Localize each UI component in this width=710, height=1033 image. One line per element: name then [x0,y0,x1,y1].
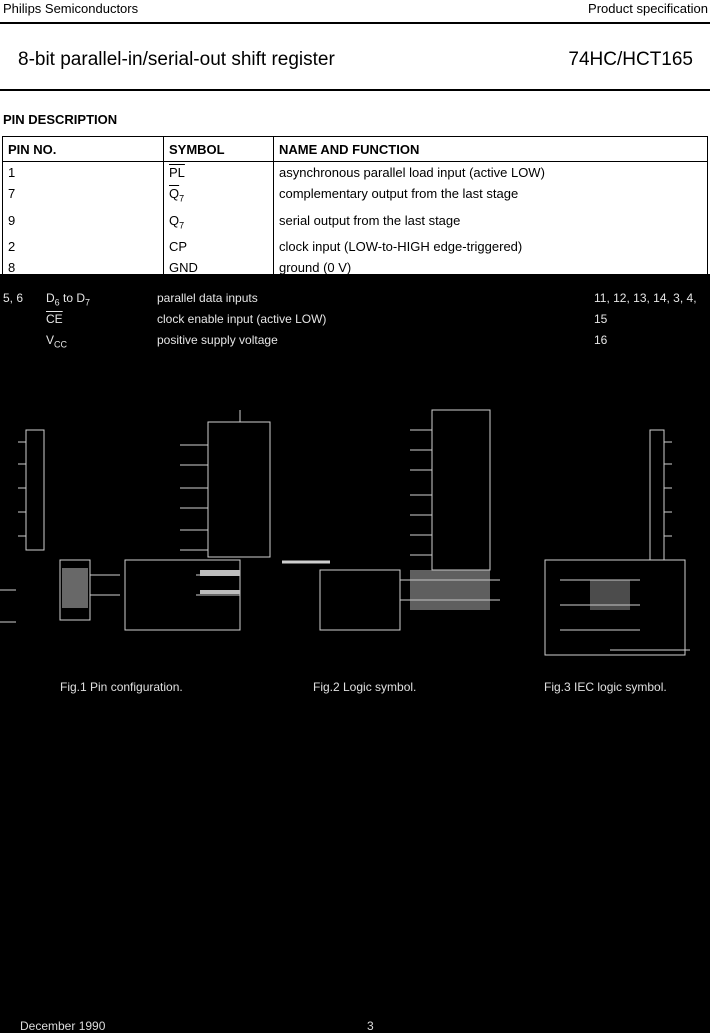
pin-description-table [2,136,708,278]
figure-2-caption: Fig.2 Logic symbol. [313,680,417,694]
pin-function: serial output from the last stage [274,210,708,237]
document-top-section [0,0,710,274]
table-row [3,236,708,257]
symbol-subscript: 7 [85,297,91,308]
document-title: 8-bit parallel-in/serial-out shift register [18,49,335,70]
table-header-row [3,137,708,162]
pin-symbol [46,312,63,326]
pin-symbol: GND [164,257,274,278]
pin-function: parallel data inputs [157,291,258,305]
symbol-text: $\overline{CE}$ [46,312,63,326]
pin-extra: 11, 12, 13, 14, 3, 4, [594,291,697,305]
pin-symbol: CP [164,236,274,257]
figure-1-caption: Fig.1 Pin configuration. [60,680,183,694]
pin-function: complementary output from the last stage [274,183,708,210]
symbol-text: D [46,291,55,305]
footer-page-number: 3 [367,1019,374,1033]
pin-function: asynchronous parallel load input (active LOW) [274,162,708,184]
pin-symbol [164,183,274,210]
symbol-text: Q [169,212,180,228]
pin-extra: 15 [594,312,608,326]
pin-number: 9 [3,210,164,237]
symbol-subscript: 7 [179,193,185,204]
company-name: Philips Semiconductors [3,1,139,16]
table-row [3,183,708,210]
symbol-text: V [46,333,55,347]
figure-area [0,400,710,665]
pin-extra: 16 [594,333,608,347]
pin-symbol [46,291,90,307]
pin-number: 1 [3,162,164,184]
pin-function: clock enable input (active LOW) [157,312,327,326]
header-rule [0,22,710,24]
pin-number: 2 [3,236,164,257]
pin-function: ground (0 V) [274,257,708,278]
symbol-subscript: 7 [179,220,185,231]
table-row [3,162,708,184]
pin-symbol [46,333,67,349]
symbol-text: $\overline{PL}$ [169,165,185,180]
pin-symbol [164,210,274,237]
col-header-symbol: SYMBOL [164,137,274,162]
pin-number: 7 [3,183,164,210]
document-type: Product specification [588,1,708,16]
table-row [3,257,708,278]
pin-symbol [164,162,274,184]
pin-number: 8 [3,257,164,278]
pin-function: positive supply voltage [157,333,278,347]
part-number: 74HC/HCT165 [568,49,693,70]
symbol-text: $\overline{Q}$ [169,186,180,201]
symbol-subscript: 6 [54,297,60,308]
figure-3-caption: Fig.3 IEC logic symbol. [544,680,667,694]
table-row [3,210,708,237]
col-header-pin: PIN NO. [3,137,164,162]
damaged-figures [0,400,710,665]
symbol-text: to D [59,291,86,305]
title-rule [0,89,710,91]
col-header-function: NAME AND FUNCTION [274,137,708,162]
section-heading: PIN DESCRIPTION [3,112,118,127]
pin-number: 5, 6 [3,291,24,305]
symbol-subscript: CC [54,339,68,350]
pin-function: clock input (LOW-to-HIGH edge-triggered) [274,236,708,257]
footer-date: December 1990 [20,1019,106,1033]
